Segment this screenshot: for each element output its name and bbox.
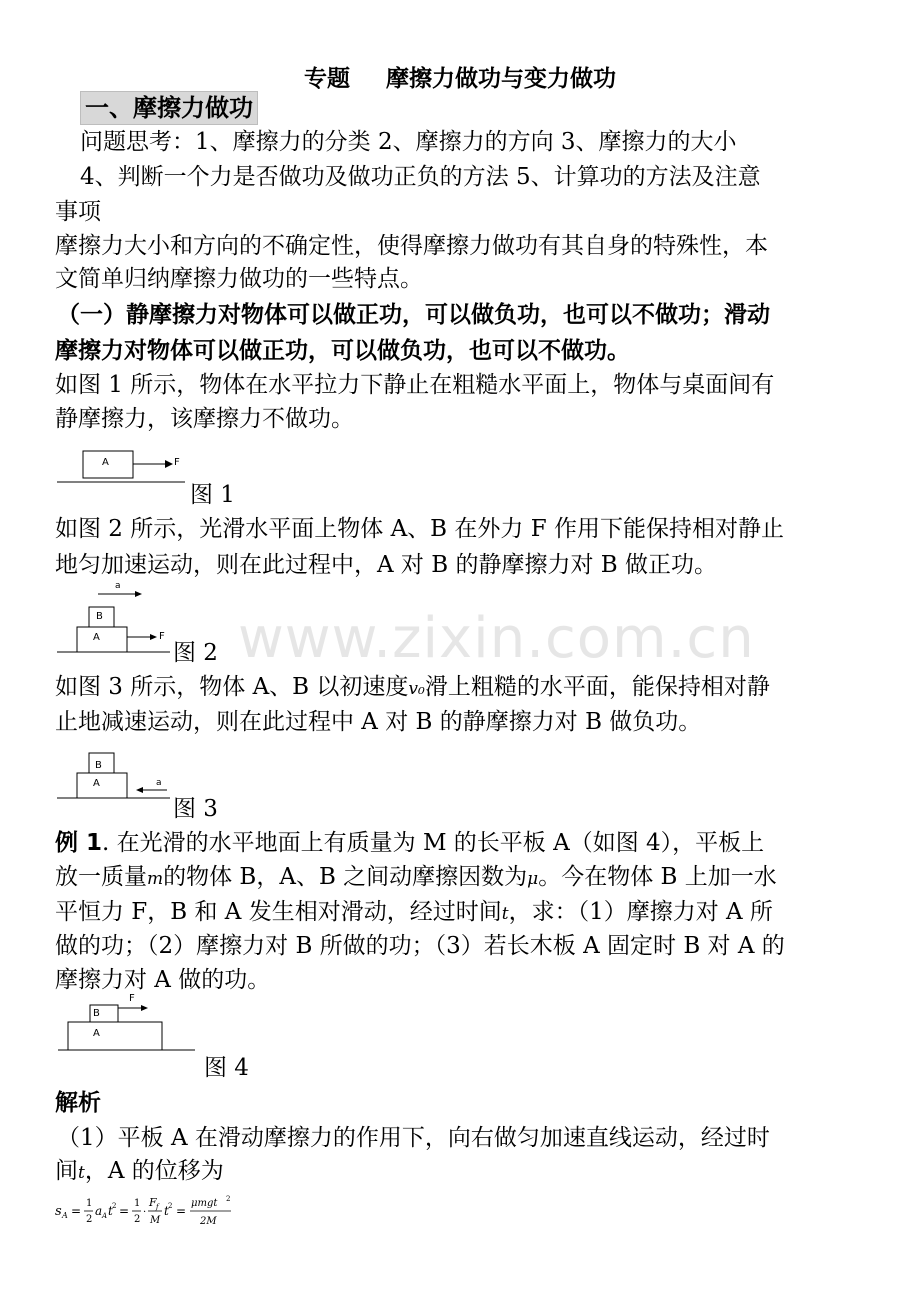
- formula-dot: ·: [143, 1207, 147, 1218]
- solution-heading: 解析: [55, 1090, 101, 1116]
- fig3-text-pre: 如图 3 所示，物体 A、B 以初速度: [55, 674, 409, 700]
- subsection-heading-line-1: （一）静摩擦力对物体可以做正功，可以做负功，也可以不做功；滑动: [57, 302, 770, 328]
- mass-symbol: m: [147, 869, 164, 889]
- example1-text-2a: 放一质量: [55, 864, 147, 890]
- fig2-caption: 图 2: [173, 640, 218, 666]
- formula-half-den-1: 2: [86, 1214, 93, 1225]
- figure-4-drawing: [55, 995, 205, 1075]
- example1-text-2b: 的物体 B，A、B 之间动摩擦因数为: [163, 864, 528, 890]
- formula-half-den-2: 2: [134, 1214, 141, 1225]
- subsection-heading-line-2: 摩擦力对物体可以做正功，可以做负功，也可以不做功。: [55, 338, 630, 364]
- title-part2: 摩擦力做功与变力做功: [386, 66, 616, 92]
- fig1-label-f: F: [174, 457, 180, 468]
- fig3-text-post: 滑上粗糙的水平面，能保持相对静: [424, 674, 770, 700]
- section-heading: 一、摩擦力做功: [80, 91, 258, 125]
- intro-line-5: 文简单归纳摩擦力做功的一些特点。: [55, 266, 423, 292]
- fig2-label-b: B: [96, 611, 103, 622]
- example1-line-1: [55, 828, 764, 858]
- formula-drawing: [55, 1190, 255, 1230]
- time-symbol: t: [501, 904, 509, 924]
- fig3-caption: 图 3: [173, 796, 218, 822]
- fig2-label-a: A: [93, 632, 100, 643]
- fig4-label-a: A: [93, 1028, 100, 1039]
- example1-text-3a: 平恒力 F，B 和 A 发生相对滑动，经过时间: [55, 899, 502, 925]
- fig3-paragraph-line-2: 止地减速运动，则在此过程中 A 对 B 的静摩擦力对 B 做负功。: [55, 709, 702, 735]
- formula-mass: M: [150, 1215, 161, 1226]
- formula-den3: 2M: [200, 1216, 217, 1227]
- solution-line-2: [55, 1156, 224, 1188]
- fig2-label-f: F: [159, 631, 165, 642]
- formula-sq-3: 2: [226, 1195, 231, 1203]
- example1-line-4: 做的功；（2）摩擦力对 B 所做的功；（3）若长木板 A 固定时 B 对 A 的: [55, 933, 785, 959]
- fig1-paragraph-line-2: 静摩擦力，该摩擦力不做功。: [55, 406, 354, 432]
- initial-velocity-symbol: v₀: [408, 679, 425, 699]
- figure-2: [55, 580, 175, 660]
- figure-2-drawing: [55, 580, 175, 660]
- fig4-label-f: F: [129, 993, 135, 1004]
- fig2-label-acc: a: [115, 581, 121, 591]
- watermark: www.zixin.com.cn: [238, 606, 755, 671]
- example1-text-1: . 在光滑的水平地面上有质量为 M 的长平板 A（如图 4），平板上: [102, 830, 765, 856]
- fig3-label-a: A: [93, 778, 100, 789]
- friction-coefficient-symbol: μ: [527, 869, 539, 889]
- title-part1: 专题: [304, 66, 350, 92]
- formula-ff-sub: f: [156, 1203, 159, 1211]
- formula-a-sub: A: [102, 1212, 108, 1220]
- solution-text-2b: ，A 的位移为: [84, 1158, 224, 1184]
- intro-line-2: 4、判断一个力是否做功及做功正负的方法 5、计算功的方法及注意: [80, 164, 761, 190]
- formula-sq-2: 2: [168, 1202, 173, 1210]
- formula-t-1: t: [108, 1204, 113, 1218]
- figure-1-drawing: [55, 437, 190, 492]
- formula-ff: F: [149, 1196, 157, 1209]
- example1-text-3b: ，求：（1）摩擦力对 A 所: [508, 899, 773, 925]
- formula-lhs: s: [55, 1204, 62, 1219]
- formula-a: a: [95, 1204, 103, 1218]
- fig4-label-b: B: [93, 1008, 100, 1019]
- figure-3: [55, 745, 175, 817]
- formula-lhs-sub: A: [62, 1211, 68, 1220]
- intro-line-3: 事项: [55, 199, 101, 225]
- time-symbol-2: t: [78, 1163, 85, 1183]
- fig2-paragraph-line-1: 如图 2 所示，光滑水平面上物体 A、B 在外力 F 作用下能保持相对静止: [55, 516, 784, 542]
- formula-eq-2: =: [119, 1204, 130, 1218]
- formula-sq-1: 2: [112, 1202, 117, 1210]
- fig3-paragraph-line-1: [55, 672, 770, 704]
- fig3-label-acc: a: [156, 778, 162, 788]
- fig4-caption: 图 4: [204, 1055, 249, 1081]
- page-title: [0, 60, 920, 93]
- solution-text-2a: 间: [55, 1158, 78, 1184]
- formula-t-2: t: [164, 1204, 169, 1218]
- fig1-caption: 图 1: [190, 482, 235, 508]
- intro-line-1: 问题思考：1、摩擦力的分类 2、摩擦力的方向 3、摩擦力的大小: [80, 129, 737, 155]
- example1-line-5: 摩擦力对 A 做的功。: [55, 967, 271, 993]
- formula-eq-1: =: [71, 1204, 82, 1218]
- formula-half-num-2: 1: [134, 1198, 141, 1209]
- fig3-label-b: B: [95, 760, 102, 771]
- example1-line-2: [55, 862, 777, 894]
- figure-1: [55, 437, 190, 492]
- intro-line-4: 摩擦力大小和方向的不确定性，使得摩擦力做功有其自身的特殊性，本: [55, 233, 768, 259]
- fig1-label-a: A: [102, 457, 109, 468]
- displacement-formula: [55, 1190, 255, 1230]
- solution-line-1: （1）平板 A 在滑动摩擦力的作用下，向右做匀加速直线运动，经过时: [57, 1125, 770, 1151]
- formula-num3: μmgt: [191, 1198, 218, 1209]
- figure-4: [55, 995, 205, 1075]
- example1-text-2c: 。今在物体 B 上加一水: [538, 864, 777, 890]
- fig1-paragraph-line-1: 如图 1 所示，物体在水平拉力下静止在粗糙水平面上，物体与桌面间有: [55, 372, 775, 398]
- formula-half-num-1: 1: [86, 1198, 93, 1209]
- example1-label: 例 1: [55, 830, 103, 856]
- formula-eq-3: =: [176, 1204, 187, 1218]
- fig2-paragraph-line-2: 地匀加速运动，则在此过程中，A 对 B 的静摩擦力对 B 做正功。: [55, 552, 717, 578]
- example1-line-3: [55, 897, 773, 929]
